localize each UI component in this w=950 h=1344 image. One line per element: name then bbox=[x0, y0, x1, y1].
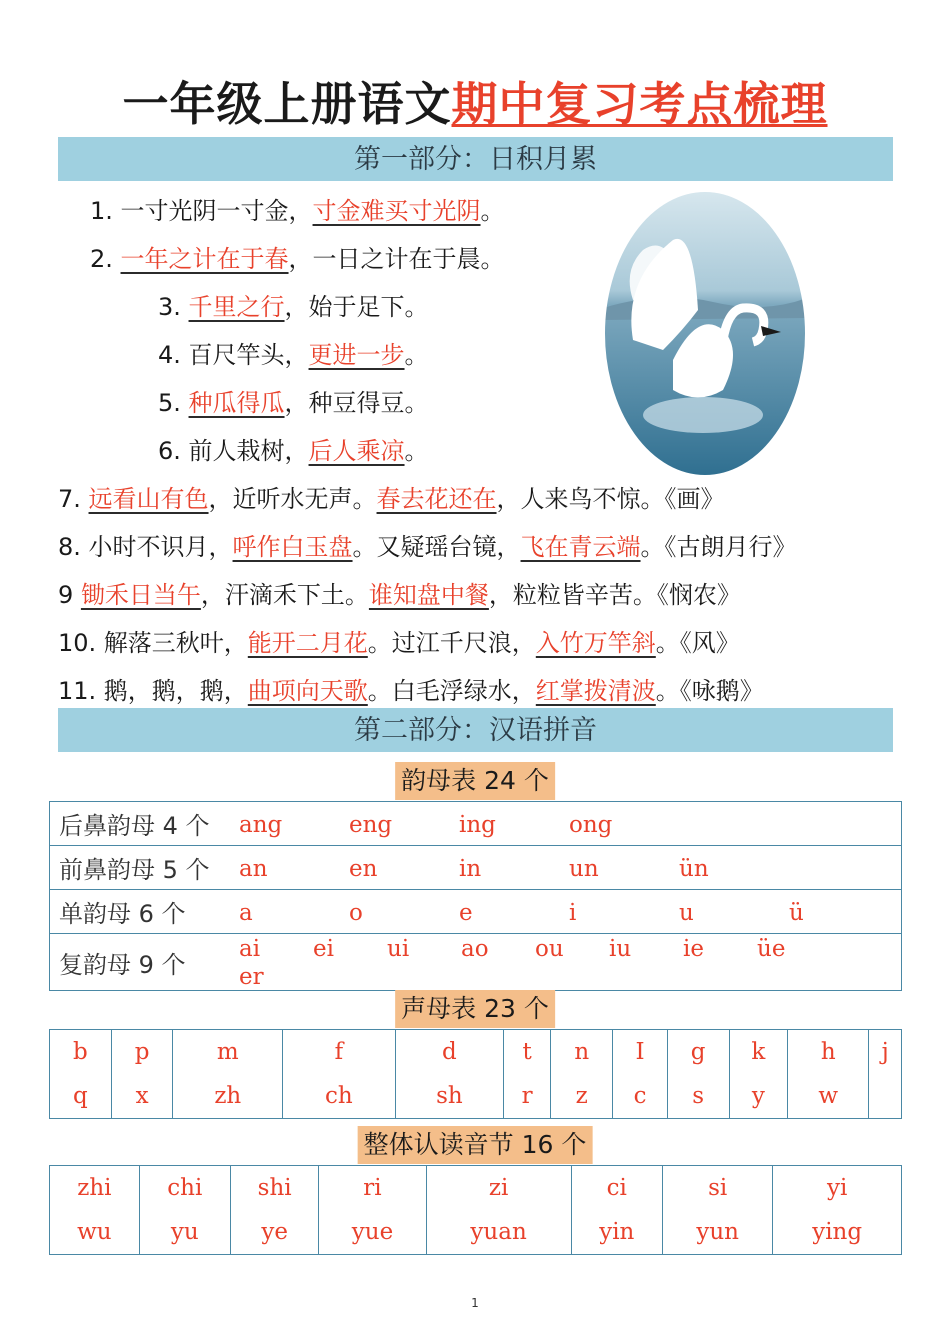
shengmu-syllable: ch bbox=[325, 1083, 353, 1109]
shengmu-cell bbox=[111, 1030, 173, 1119]
verse-text: 。《咏鹅》 bbox=[655, 677, 764, 705]
yunmu-label: 后鼻韵母 4 个 bbox=[50, 802, 240, 846]
verse-line bbox=[158, 340, 429, 370]
shengmu-syllable: q bbox=[73, 1083, 88, 1109]
shengmu-cell bbox=[869, 1030, 902, 1119]
verse-line bbox=[58, 628, 740, 658]
yunmu-table bbox=[49, 801, 902, 991]
verse-line bbox=[58, 676, 764, 706]
section2-heading: 第二部分：汉语拼音 bbox=[58, 708, 893, 752]
answer-text: 种瓜得瓜 bbox=[188, 389, 285, 417]
yunmu-items bbox=[239, 890, 902, 934]
zhengti-cell bbox=[230, 1166, 318, 1255]
page-title bbox=[0, 68, 950, 134]
verse-text: 8. 小时不识月， bbox=[58, 533, 233, 561]
pinyin-final: ang bbox=[239, 811, 283, 838]
pinyin-final: un bbox=[569, 855, 599, 882]
shengmu-cell bbox=[504, 1030, 551, 1119]
verse-line bbox=[158, 436, 429, 466]
pinyin-final: u bbox=[679, 899, 694, 926]
yunmu-label: 复韵母 9 个 bbox=[50, 934, 240, 991]
pinyin-final: a bbox=[239, 899, 253, 926]
verse-line bbox=[58, 484, 725, 514]
zhengti-syllable: yuan bbox=[470, 1219, 527, 1245]
answer-text: 谁知盘中餐 bbox=[368, 581, 489, 609]
verse-text: ，人来鸟不惊。《画》 bbox=[496, 485, 725, 513]
title-black: 一年级上册语文 bbox=[122, 77, 452, 131]
zhengti-syllable: zi bbox=[488, 1175, 509, 1201]
verse-text: 5. bbox=[158, 389, 189, 417]
answer-text: 更进一步 bbox=[308, 341, 405, 369]
shengmu-syllable: f bbox=[334, 1039, 344, 1065]
verse-text: 。又疑瑶台镜， bbox=[352, 533, 521, 561]
zhengti-cell bbox=[773, 1166, 902, 1255]
zhengti-syllable: ci bbox=[606, 1175, 627, 1201]
zhengti-cell bbox=[139, 1166, 230, 1255]
verse-text: 。白毛浮绿水， bbox=[367, 677, 536, 705]
answer-text: 红掌拨清波 bbox=[535, 677, 656, 705]
zhengti-syllable: ri bbox=[363, 1175, 382, 1201]
pinyin-final: er bbox=[239, 964, 264, 990]
zhengti-syllable: shi bbox=[257, 1175, 292, 1201]
answer-text: 后人乘凉 bbox=[308, 437, 405, 465]
yunmu-label: 单韵母 6 个 bbox=[50, 890, 240, 934]
verse-text: 2. bbox=[90, 245, 121, 273]
shengmu-syllable: z bbox=[575, 1083, 588, 1109]
verse-line bbox=[158, 388, 429, 418]
answer-text: 锄禾日当午 bbox=[80, 581, 201, 609]
pinyin-final: e bbox=[459, 899, 473, 926]
shengmu-syllable: n bbox=[574, 1039, 590, 1065]
pinyin-final: an bbox=[239, 855, 268, 882]
answer-text: 远看山有色 bbox=[88, 485, 209, 513]
zhengti-syllable: chi bbox=[167, 1175, 203, 1201]
yunmu-items bbox=[239, 802, 902, 846]
pinyin-final: ui bbox=[387, 936, 410, 962]
pinyin-final: iu bbox=[609, 936, 632, 962]
shengmu-syllable: d bbox=[442, 1039, 457, 1065]
yunmu-row bbox=[50, 934, 902, 991]
pinyin-final: o bbox=[349, 899, 363, 926]
pinyin-final: eng bbox=[349, 811, 393, 838]
zhengti-caption: 整体认读音节 16 个 bbox=[358, 1126, 593, 1164]
shengmu-cell bbox=[667, 1030, 729, 1119]
zhengti-syllable: yun bbox=[696, 1219, 739, 1245]
zhengti-syllable: ye bbox=[261, 1219, 288, 1245]
pinyin-final: ou bbox=[535, 936, 564, 962]
zhengti-syllable: yin bbox=[599, 1219, 635, 1245]
zhengti-syllable: yi bbox=[826, 1175, 848, 1201]
pinyin-final: ao bbox=[461, 936, 489, 962]
shengmu-table bbox=[49, 1029, 902, 1119]
title-red: 期中复习考点梳理 bbox=[451, 77, 828, 131]
verse-text: 6. 前人栽树， bbox=[158, 437, 309, 465]
zhengti-syllable: si bbox=[708, 1175, 728, 1201]
verse-text: ，粒粒皆辛苦。《悯农》 bbox=[488, 581, 741, 609]
shengmu-syllable: b bbox=[73, 1039, 88, 1065]
answer-text: 飞在青云端 bbox=[520, 533, 641, 561]
shengmu-syllable: s bbox=[692, 1083, 705, 1109]
shengmu-syllable: r bbox=[521, 1083, 533, 1109]
zhengti-syllable: yu bbox=[170, 1219, 199, 1245]
zhengti-syllable: yue bbox=[351, 1219, 394, 1245]
verse-text: 1. 一寸光阴一寸金， bbox=[90, 197, 313, 225]
verse-text: ，种豆得豆。 bbox=[284, 389, 429, 417]
shengmu-syllable: c bbox=[633, 1083, 647, 1109]
zhengti-syllable: ying bbox=[812, 1219, 863, 1245]
verse-text: 。 bbox=[480, 197, 505, 225]
pinyin-final: ei bbox=[313, 936, 334, 962]
answer-text: 入竹万竿斜 bbox=[535, 629, 656, 657]
shengmu-syllable: zh bbox=[214, 1083, 242, 1109]
pinyin-final: ai bbox=[239, 936, 261, 962]
verse-text: ，近听水无声。 bbox=[208, 485, 377, 513]
verse-text: 7. bbox=[58, 485, 89, 513]
shengmu-syllable: x bbox=[135, 1083, 149, 1109]
section1-heading: 第一部分：日积月累 bbox=[58, 137, 893, 181]
yunmu-items bbox=[239, 846, 902, 890]
answer-text: 能开二月花 bbox=[247, 629, 368, 657]
pinyin-final: ün bbox=[679, 855, 709, 882]
zhengti-cell bbox=[663, 1166, 773, 1255]
answer-text: 一年之计在于春 bbox=[120, 245, 289, 273]
zhengti-cell bbox=[426, 1166, 571, 1255]
verse-text: 10. 解落三秋叶， bbox=[58, 629, 248, 657]
pinyin-final: ü bbox=[789, 899, 804, 926]
answer-text: 千里之行 bbox=[188, 293, 285, 321]
yunmu-row bbox=[50, 846, 902, 890]
shengmu-cell bbox=[788, 1030, 869, 1119]
verse-line bbox=[58, 532, 797, 562]
shengmu-syllable: t bbox=[522, 1039, 532, 1065]
shengmu-syllable: h bbox=[820, 1039, 836, 1065]
yunmu-caption: 韵母表 24 个 bbox=[395, 762, 555, 800]
verse-text: 4. 百尺竿头， bbox=[158, 341, 309, 369]
answer-text: 呼作白玉盘 bbox=[232, 533, 353, 561]
verse-text: 。《风》 bbox=[655, 629, 740, 657]
verse-text: ，始于足下。 bbox=[284, 293, 429, 321]
pinyin-final: i bbox=[569, 899, 577, 926]
verse-line bbox=[158, 292, 429, 322]
verse-text: 11. 鹅，鹅，鹅， bbox=[58, 677, 248, 705]
shengmu-syllable: w bbox=[818, 1083, 839, 1109]
verse-text: 3. bbox=[158, 293, 189, 321]
shengmu-syllable: I bbox=[635, 1039, 645, 1065]
verse-line bbox=[58, 580, 741, 610]
verse-text: ，汗滴禾下土。 bbox=[200, 581, 369, 609]
answer-text: 寸金难买寸光阴 bbox=[312, 197, 481, 225]
zhengti-cell bbox=[319, 1166, 426, 1255]
pinyin-final: ing bbox=[459, 811, 496, 838]
verse-line bbox=[90, 244, 505, 274]
verse-text: ，一日之计在于晨。 bbox=[288, 245, 505, 273]
shengmu-syllable: sh bbox=[436, 1083, 463, 1109]
shengmu-syllable: p bbox=[134, 1039, 150, 1065]
shengmu-syllable: y bbox=[751, 1083, 765, 1109]
shengmu-syllable: m bbox=[216, 1039, 239, 1065]
pinyin-final: ie bbox=[683, 936, 704, 962]
verse-text: 。《古朗月行》 bbox=[640, 533, 797, 561]
page-number: 1 bbox=[471, 1296, 479, 1310]
verse-text: 。 bbox=[404, 341, 429, 369]
shengmu-syllable: j bbox=[881, 1039, 889, 1065]
shengmu-syllable bbox=[869, 1074, 901, 1118]
yunmu-items bbox=[239, 934, 902, 991]
zhengti-cell bbox=[571, 1166, 662, 1255]
shengmu-cell bbox=[613, 1030, 668, 1119]
shengmu-cell bbox=[173, 1030, 283, 1119]
swan-image bbox=[603, 190, 807, 477]
verse-text: 。过江千尺浪， bbox=[367, 629, 536, 657]
shengmu-cell bbox=[50, 1030, 112, 1119]
pinyin-final: en bbox=[349, 855, 378, 882]
zhengti-cell bbox=[50, 1166, 140, 1255]
shengmu-syllable: k bbox=[751, 1039, 766, 1065]
pinyin-final: in bbox=[459, 855, 482, 882]
verse-line bbox=[90, 196, 505, 226]
yunmu-row bbox=[50, 890, 902, 934]
shengmu-cell bbox=[283, 1030, 396, 1119]
yunmu-row bbox=[50, 802, 902, 846]
verse-text: 。 bbox=[404, 437, 429, 465]
answer-text: 春去花还在 bbox=[376, 485, 497, 513]
zhengti-table bbox=[49, 1165, 902, 1255]
shengmu-caption: 声母表 23 个 bbox=[395, 990, 555, 1028]
shengmu-cell bbox=[551, 1030, 613, 1119]
pinyin-final: ong bbox=[569, 811, 613, 838]
answer-text: 曲项向天歌 bbox=[247, 677, 368, 705]
shengmu-cell bbox=[729, 1030, 788, 1119]
shengmu-syllable: g bbox=[690, 1039, 706, 1065]
yunmu-label: 前鼻韵母 5 个 bbox=[50, 846, 240, 890]
zhengti-syllable: zhi bbox=[77, 1175, 112, 1201]
pinyin-final: üe bbox=[757, 936, 786, 962]
zhengti-syllable: wu bbox=[77, 1219, 112, 1245]
shengmu-cell bbox=[395, 1030, 503, 1119]
verse-text: 9 bbox=[58, 581, 81, 609]
